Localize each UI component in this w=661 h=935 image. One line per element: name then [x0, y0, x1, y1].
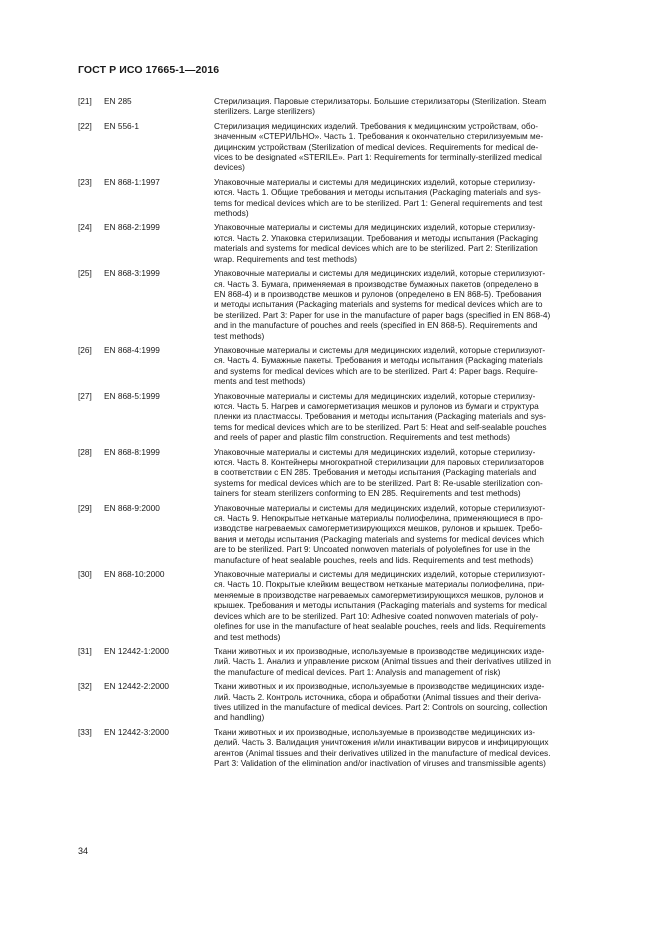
reference-entry	[78, 503, 614, 565]
description-line: ся. Часть 9. Непокрытые нетканые материалы полиофелина, применяющиеся в про-	[214, 513, 543, 524]
reference-entry	[78, 177, 614, 219]
reference-number: [29]	[78, 502, 92, 513]
description-line: Упаковочные материалы и системы для медицинских изделий, которые стерилизуют-	[214, 344, 546, 355]
reference-entry	[78, 569, 614, 642]
description-line: крышек. Требования и методы испытания (Packaging materials and systems for medical	[214, 600, 547, 611]
reference-description	[214, 681, 614, 723]
reference-number: [24]	[78, 222, 92, 233]
description-line: and in the manufacture of pouches and reels (specified in EN 868-5). Requirements and	[214, 320, 538, 331]
reference-description	[214, 222, 614, 264]
description-line: wrap. Requirements and test methods)	[214, 253, 357, 264]
description-line: ments and test methods)	[214, 376, 306, 387]
description-line: devices which are to be sterilized. Part 10: Adhesive coated nonwoven materials of poly-	[214, 610, 539, 621]
reference-number: [23]	[78, 176, 92, 187]
description-line: делий. Часть 3. Валидация уничтожения и/или инактивации вирусов и инфицирующих	[214, 737, 549, 748]
reference-code: EN 868-3:1999	[104, 268, 160, 279]
description-line: tems for medical devices which are to be sterilized. Part 1: General requirements and test	[214, 197, 543, 208]
description-line: and handling)	[214, 712, 265, 723]
reference-entry	[78, 447, 614, 499]
reference-entry	[78, 646, 614, 677]
description-line: Part 3: Validation of the elimination and/or inactivation of viruses and transmissible agents)	[214, 757, 546, 768]
reference-description	[214, 727, 614, 769]
description-line: ся. Часть 4. Бумажные пакеты. Требования и методы испытания (Packaging materials	[214, 355, 543, 366]
description-line: лий. Часть 2. Контроль источника, сбора и обработки (Animal tissues and their deriva-	[214, 691, 542, 702]
description-line: Ткани животных и их производные, используемые в производстве медицинских изде-	[214, 645, 545, 656]
reference-code: EN 868-4:1999	[104, 344, 160, 355]
description-line: вания и методы испытания (Packaging materials and systems for medical devices which	[214, 533, 544, 544]
description-line: дицинским устройствам (Sterilization of medical devices. Requirements for medical de-	[214, 141, 539, 152]
description-line: methods)	[214, 208, 249, 219]
reference-entry	[78, 727, 614, 769]
description-line: меняемые в производстве нагреваемых самогерметизирующихся мешков, рулонов и	[214, 589, 544, 600]
description-line: tems for medical devices which are to be sterilized. Part 5: Heat and self-sealable pouches	[214, 421, 547, 432]
description-line: olefines for use in the manufacture of heat sealable pouches, reels and lids. Requirements	[214, 621, 546, 632]
description-line: лий. Часть 1. Анализ и управление риском (Animal tissues and their derivatives utilized in	[214, 656, 552, 667]
description-line: Упаковочные материалы и системы для медицинских изделий, которые стерилизуют-	[214, 569, 546, 580]
description-line: systems for medical devices which are to be sterilized. Part 8: Re-usable sterilization con-	[214, 477, 543, 488]
description-line: изводстве нагреваемых самогерметизирующихся мешков, рулонов и крышек. Требо-	[214, 523, 543, 534]
reference-code: EN 868-1:1997	[104, 176, 160, 187]
reference-code: EN 12442-1:2000	[104, 645, 170, 656]
reference-description	[214, 646, 614, 677]
description-line: ются. Часть 1. Общие требования и методы испытания (Packaging materials and sys-	[214, 187, 541, 198]
reference-entry	[78, 222, 614, 264]
reference-number: [21]	[78, 96, 92, 106]
description-line: manufacture of heat sealable pouches, reels and lids. Requirements and test methods)	[214, 554, 534, 565]
description-line: EN 868-4) и в производстве мешков и рулонов (определено в EN 868-5). Требования	[214, 288, 542, 299]
reference-description	[214, 447, 614, 499]
reference-entry	[78, 681, 614, 723]
description-line: Упаковочные материалы и системы для медицинских изделий, которые стерилизу-	[214, 390, 536, 401]
reference-number: [30]	[78, 569, 92, 580]
reference-entry	[78, 121, 614, 173]
reference-list	[78, 96, 614, 772]
description-line: devices)	[214, 162, 245, 173]
reference-number: [33]	[78, 726, 92, 737]
reference-number: [25]	[78, 268, 92, 279]
reference-number: [22]	[78, 120, 92, 131]
description-line: значенным «СТЕРИЛЬНО». Часть 1. Требования к окончательно стерилизуемым ме-	[214, 131, 544, 142]
reference-description	[214, 268, 614, 341]
description-line: be sterilized. Part 3: Paper for use in the manufacture of paper bags (specified in EN 868-4)	[214, 309, 551, 320]
description-line: ся. Часть 3. Бумага, применяемая в производстве бумажных пакетов (определено в	[214, 278, 539, 289]
description-line: Ткани животных и их производные, используемые в производстве медицинских изде-	[214, 681, 545, 692]
reference-code: EN 556-1	[104, 120, 140, 131]
reference-number: [31]	[78, 645, 92, 656]
reference-description	[214, 96, 614, 117]
reference-code: EN 868-9:2000	[104, 502, 160, 513]
description-line: tives utilized in the manufacture of medical devices. Part 2: Controls on sourcing, collection	[214, 701, 548, 712]
description-line: Упаковочные материалы и системы для медицинских изделий, которые стерилизу-	[214, 446, 536, 457]
description-line: materials and systems for medical devices which are to be sterilized. Part 2: Sterilization	[214, 243, 538, 254]
description-line: пленки из пластмассы. Требования и методы испытания (Packaging materials and sys-	[214, 411, 546, 422]
description-line: and systems for medical devices which are to be sterilized. Part 4: Paper bags. Require-	[214, 365, 538, 376]
description-line: test methods)	[214, 330, 265, 341]
reference-description	[214, 177, 614, 219]
reference-code: EN 12442-2:2000	[104, 681, 170, 692]
reference-code: EN 868-2:1999	[104, 222, 160, 233]
description-line: and test methods)	[214, 631, 281, 642]
reference-description	[214, 391, 614, 443]
description-line: Упаковочные материалы и системы для медицинских изделий, которые стерилизуют-	[214, 502, 546, 513]
description-line: Упаковочные материалы и системы для медицинских изделий, которые стерилизу-	[214, 222, 536, 233]
reference-description	[214, 345, 614, 387]
description-line: ются. Часть 5. Нагрев и самогерметизация мешков и рулонов из бумаги и структура	[214, 400, 539, 411]
description-line: ются. Часть 8. Контейнеры многократной стерилизации для паровых стерилизаторов	[214, 457, 544, 467]
reference-description	[214, 503, 614, 565]
description-line: Ткани животных и их производные, используемые в производстве медицинских из-	[214, 726, 536, 737]
description-line: tainers for steam sterilizers conforming to EN 285. Requirements and test methods)	[214, 488, 521, 499]
reference-description	[214, 569, 614, 642]
description-line: Стерилизация медицинских изделий. Требования к медицинским устройствам, обо-	[214, 120, 539, 131]
reference-code: EN 12442-3:2000	[104, 726, 170, 737]
description-line: Упаковочные материалы и системы для медицинских изделий, которые стерилизуют-	[214, 268, 546, 279]
description-line: ются. Часть 2. Упаковка стерилизации. Требования и методы испытания (Packaging	[214, 232, 539, 243]
reference-entry	[78, 268, 614, 341]
reference-code: EN 868-8:1999	[104, 446, 160, 457]
description-line: and reels of paper and plastic film construction. Requirements and test methods)	[214, 432, 511, 443]
reference-code: EN 285	[104, 96, 132, 106]
reference-number: [32]	[78, 681, 92, 692]
reference-number: [28]	[78, 446, 92, 457]
description-line: the manufacture of medical devices. Part 1: Analysis and management of risk)	[214, 666, 501, 677]
description-line: sterilizers. Large sterilizers)	[214, 106, 315, 117]
description-line: и методы испытания (Packaging materials and systems for medical devices which are to	[214, 299, 543, 310]
description-line: ся. Часть 10. Покрытые клейким веществом нетканые материалы полиофелина, при-	[214, 579, 545, 590]
reference-code: EN 868-5:1999	[104, 390, 160, 401]
description-line: vices to be designated «STERILE». Part 1: Requirements for terminally-sterilized medical	[214, 152, 542, 163]
reference-entry	[78, 345, 614, 387]
description-line: Упаковочные материалы и системы для медицинских изделий, которые стерилизу-	[214, 176, 536, 187]
reference-code: EN 868-10:2000	[104, 569, 165, 580]
description-line: в соответствии с EN 285. Требования и методы испытания (Packaging materials and	[214, 467, 537, 478]
page-number: 34	[78, 846, 89, 856]
description-line: Стерилизация. Паровые стерилизаторы. Большие стерилизаторы (Sterilization. Steam	[214, 96, 547, 106]
document-header: ГОСТ Р ИСО 17665-1—2016	[78, 64, 220, 76]
description-line: агентов (Animal tissues and their derivatives utilized in the manufacture of medical devices.	[214, 747, 551, 758]
reference-description	[214, 121, 614, 173]
description-line: are to be sterilized. Part 9: Uncoated nonwoven materials of polyolefines for use in the	[214, 544, 531, 555]
reference-number: [26]	[78, 344, 92, 355]
reference-entry	[78, 391, 614, 443]
reference-entry	[78, 96, 614, 117]
reference-number: [27]	[78, 390, 92, 401]
